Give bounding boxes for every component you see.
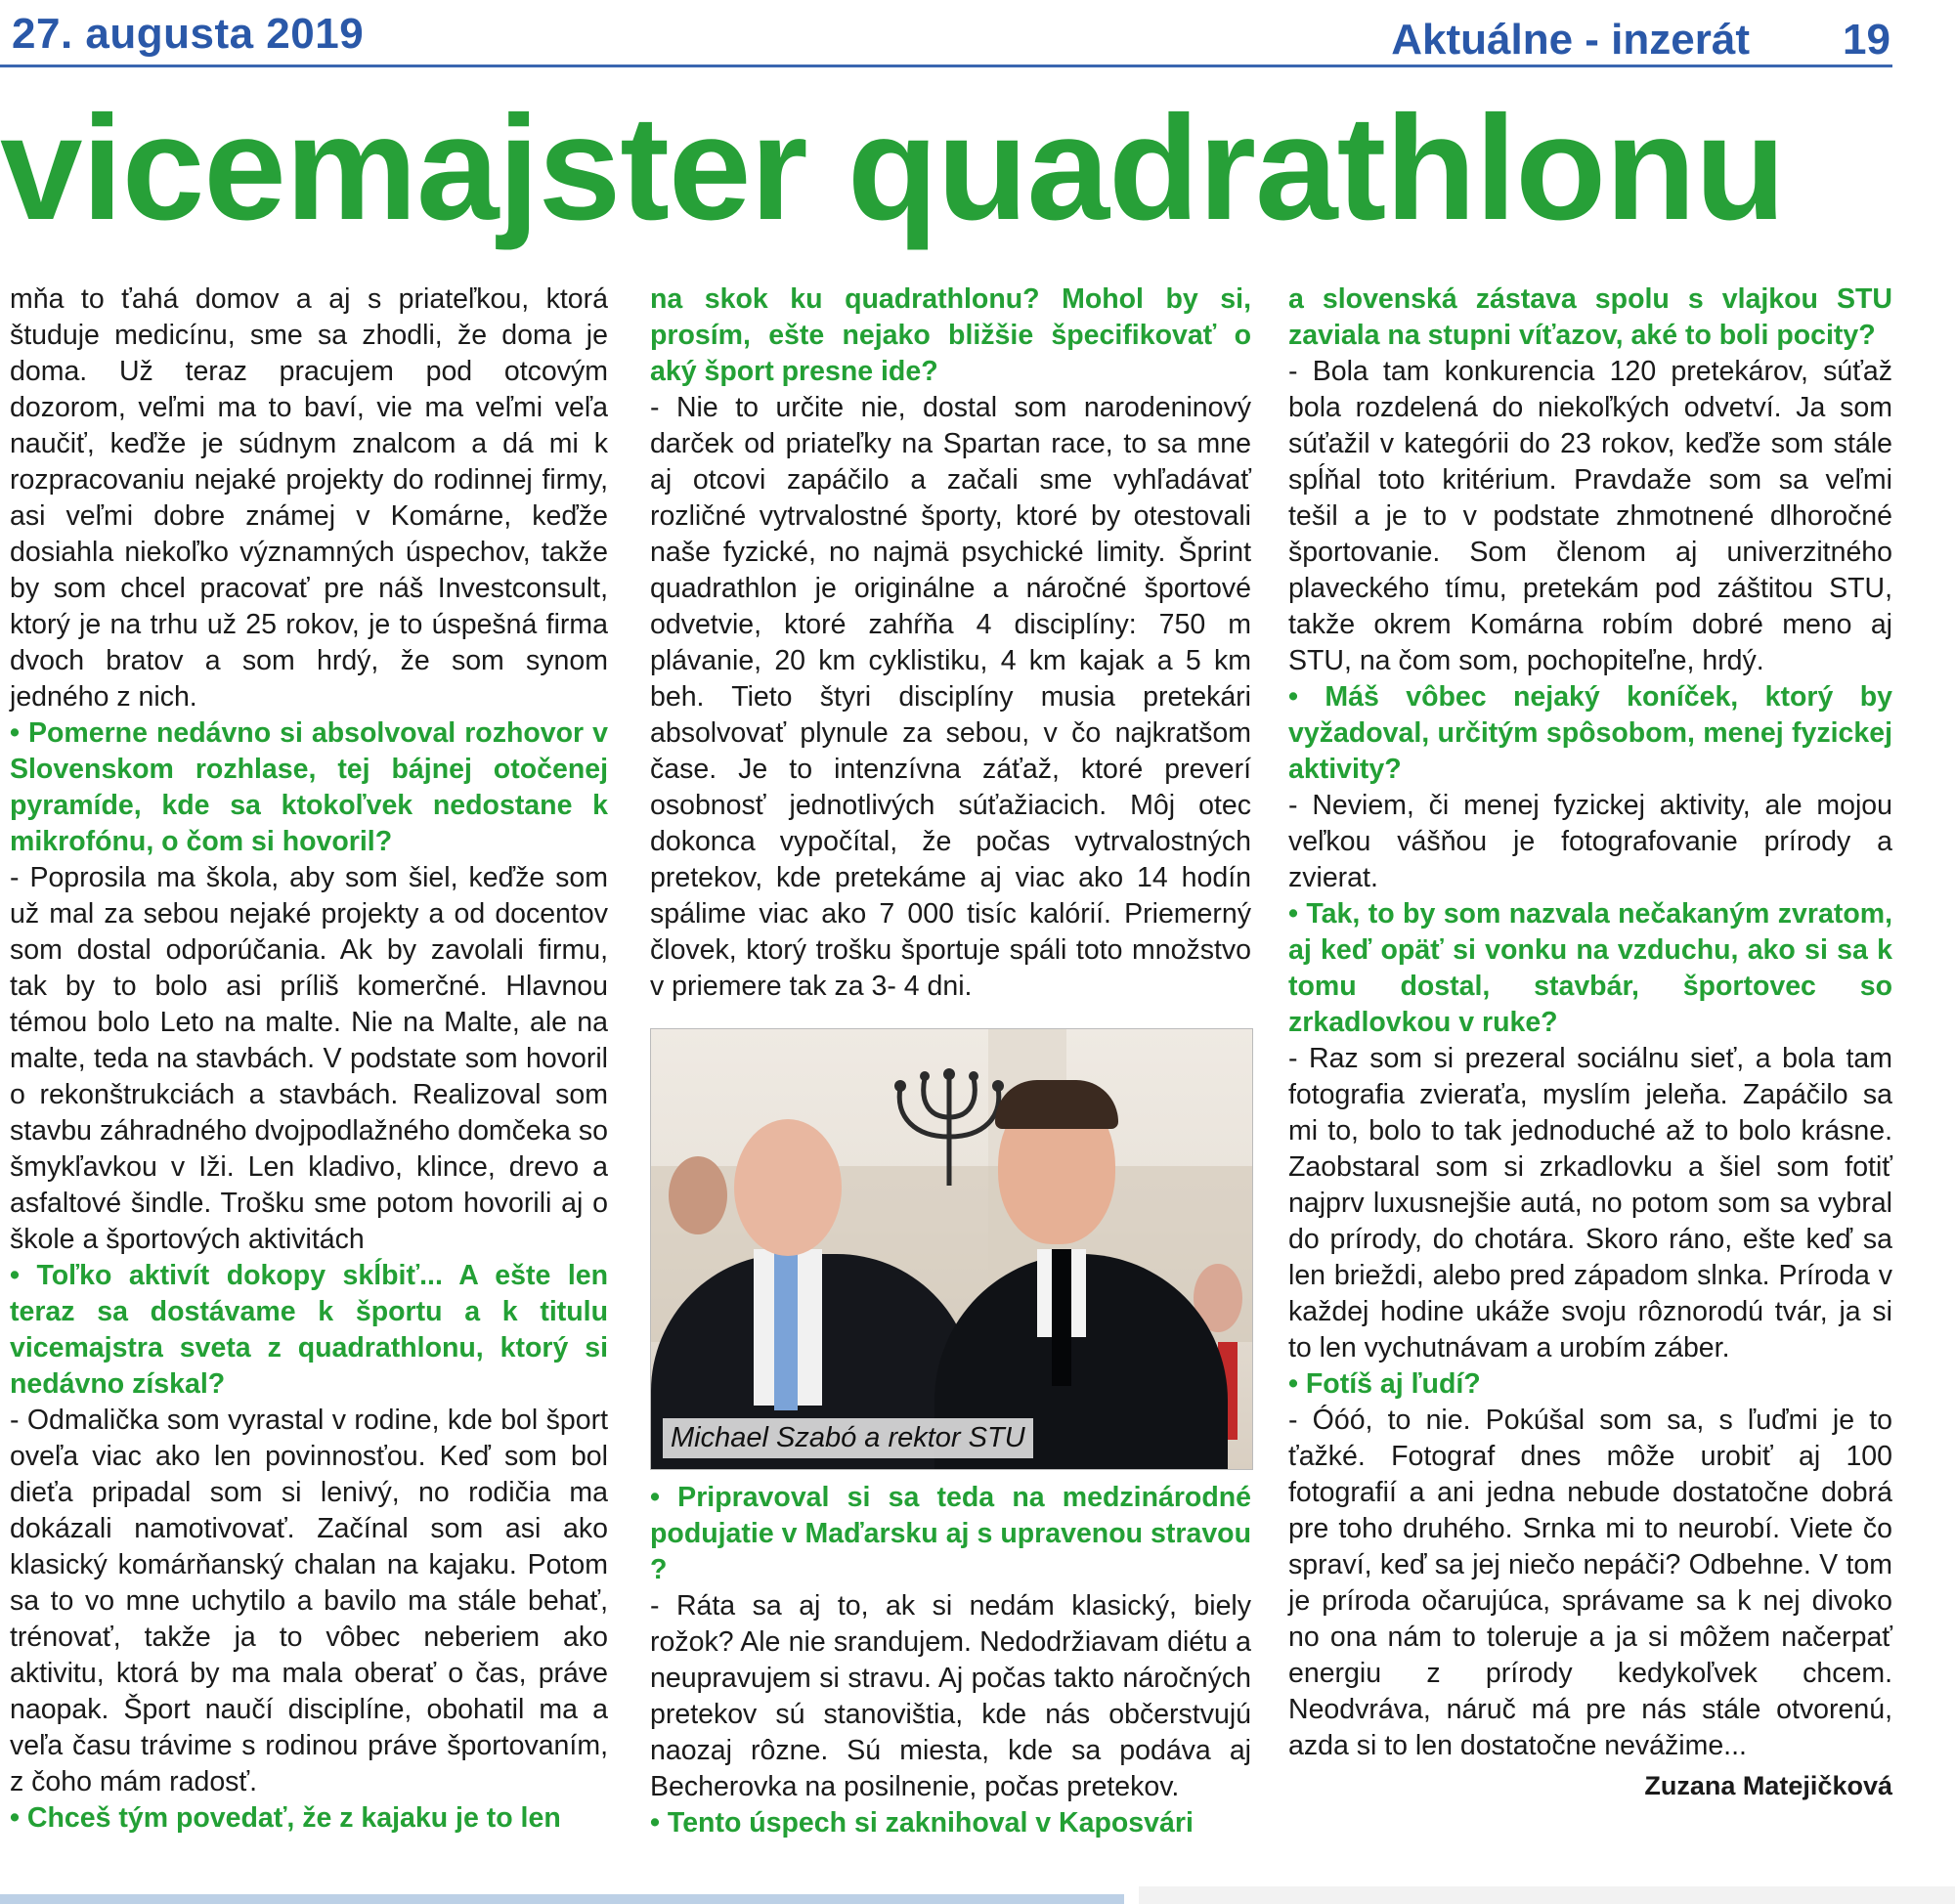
article-column-1 (10, 281, 608, 1837)
bottom-strip (1139, 1886, 1955, 1904)
issue-date: 27. augusta 2019 (12, 10, 365, 58)
body-paragraph: - Ráta sa aj to, ak si nedám klasický, biely rožok? Ale nie srandujem. Nedodržiavam diétu a neupravujem si stravu. Aj počas takto náročných pretekov sú stanovištia, kde nás občerstvujú naozaj rôzne. Sú miesta, kde sa podáva aj Becherovka na posilnenie, počas pretekov. (650, 1590, 1251, 1802)
body-paragraph: - Neviem, či menej fyzickej aktivity, ale mojou veľkou vášňou je fotografovanie prírody a zvierat. (1288, 790, 1892, 893)
background-person (669, 1156, 727, 1234)
interview-question: • Pomerne nedávno si absolvoval rozhovor v Slovenskom rozhlase, tej bájnej otočenej pyramíde, kde sa ktokoľvek nedostane k mikrofónu, o čom si hovoril? (10, 717, 608, 857)
interview-question: na skok ku quadrathlonu? Mohol by si, prosím, ešte nejako bližšie špecifikovať o aký šport presne ide? (650, 283, 1251, 387)
article-headline: vicemajster quadrathlonu (0, 85, 1785, 251)
body-paragraph: mňa to ťahá domov a aj s priateľkou, ktorá študuje medicínu, sme sa zhodli, že doma je doma. Už teraz pracujem pod otcovým dozorom, veľmi ma to baví, vie ma veľmi veľa naučiť, keďže je súdnym znalcom a dá mi k rozpracovaniu nejaké projekty do rodinnej firmy, asi veľmi dobre známej v Komárne, keďže dosiahla niekoľko významných úspechov, takže by som chcel pracovať pre náš Investconsult, ktorý je na trhu už 25 rokov, je to úspešná firma dvoch bratov a som hrdý, že som synom jedného z nich. (10, 283, 608, 713)
body-paragraph: - Raz som si prezeral sociálnu sieť, a bola tam fotografia zvieraťa, myslím jeleňa. Zapáčilo sa mi to, bolo to tak jednoduché až to bolo krásne. Zaobstaral som si zrkadlovku a šiel som fotiť najprv luxusnejšie autá, no potom som sa vybral do prírody, do chotára. Skoro ráno, ešte keď sa len brieždi, alebo pred západom slnka. Príroda v každej hodine ukáže svoju rôznorodú tvár, ja si to len vychutnávam a urobím záber. (1288, 1043, 1892, 1363)
interview-question: • Fotíš aj ľudí? (1288, 1368, 1481, 1400)
interview-question: a slovenská zástava spolu s vlajkou STU zaviala na stupni víťazov, aké to boli pocity? (1288, 283, 1892, 351)
athlete-tie (1052, 1249, 1071, 1386)
article-column-2 (650, 281, 1251, 1841)
rector-head (734, 1119, 842, 1256)
section-label: Aktuálne - inzerát (1391, 16, 1750, 64)
photo-caption: Michael Szabó a rektor STU (663, 1418, 1033, 1458)
bottom-strip (0, 1894, 1124, 1904)
interview-question: • Tak, to by som nazvala nečakaným zvratom, aj keď opäť si vonku na vzduchu, ako si sa k tomu dostal, stavbár, športovec so zrkadlovkou v ruke? (1288, 898, 1892, 1038)
body-paragraph: - Óóó, to nie. Pokúšal som sa, s ľuďmi je to ťažké. Fotograf dnes môže urobiť aj 100 fotografií a ani jedna nebude dostatočne dobrá pre toho druhého. Srnka mi to neurobí. Viete čo spraví, keď sa jej niečo nepáči? Odbehne. V tom je príroda očarujúca, správame sa k nej divoko no ona nám to toleruje a ja si môžem načerpať energiu z prírody kedykoľvek chcem. Neodvráva, náruč má pre nás stále otvorenú, azda si to len dostatočne nevážime... (1288, 1405, 1892, 1761)
rector-tie (774, 1249, 798, 1410)
page-number: 19 (1843, 16, 1890, 64)
article-photo (650, 1028, 1253, 1470)
body-paragraph: - Nie to určite nie, dostal som narodeninový darček od priateľky na Spartan race, to sa mne aj otcovi zapáčilo a začali sme vyhľadávať rozličné vytrvalostné športy, ktoré by otestovali naše fyzické, no najmä psychické limity. Šprint quadrathlon je originálne a náročné športové odvetvie, ktoré zahŕňa 4 disciplíny: 750 m plávanie, 20 km cyklistiku, 4 km kajak a 5 km beh. Tieto štyri disciplíny musia pretekári absolvovať plynule za sebou, v čo najkratšom čase. Je to intenzívna záťaž, ktoré preverí osobnosť jednotlivých súťažiacich. Môj otec dokonca vypočítal, že počas vytrvalostných pretekov, kde pretekáme aj viac ako 14 hodín spálime viac ako 7 000 tisíc kalórií. Priemerný človek, ktorý trošku športuje spáli toto množstvo v priemere tak za 3- 4 dni. (650, 392, 1251, 1002)
interview-question: • Máš vôbec nejaký koníček, ktorý by vyžadoval, určitým spôsobom, menej fyzickej aktivity? (1288, 681, 1892, 785)
interview-question: • Pripravoval si sa teda na medzinárodné podujatie v Maďarsku aj s upravenou stravou ? (650, 1482, 1251, 1585)
interview-question: • Toľko aktivít dokopy skĺbiť... A ešte len teraz sa dostávame k športu a k titulu vicemajstra sveta z quadrathlonu, ktorý si nedávno získal? (10, 1260, 608, 1400)
interview-question: • Tento úspech si zaknihoval v Kaposvári (650, 1807, 1194, 1839)
interview-question: • Chceš tým povedať, že z kajaku je to len (10, 1802, 561, 1834)
athlete-hair (995, 1080, 1118, 1129)
body-paragraph: - Odmalička som vyrastal v rodine, kde bol šport oveľa viac ako len povinnosťou. Keď som bol dieťa pripadal som si lenivý, no rodičia ma dokázali namotivovať. Začínal som asi ako klasický komárňanský chalan na kajaku. Potom sa to vo mne uchytilo a bavilo ma stále behať, trénovať, takže ja to vôbec neberiem ako aktivitu, ktorá by ma mala oberať o čas, práve naopak. Šport naučí disciplíne, obohatil ma a veľa času trávime s rodinou práve športovaním, z čoho mám radosť. (10, 1405, 608, 1797)
article-author: Zuzana Matejičková (1644, 1771, 1892, 1800)
page-header (0, 0, 1896, 70)
body-paragraph: - Bola tam konkurencia 120 pretekárov, súťaž bola rozdelená do niekoľkých odvetví. Ja som súťažil v kategórii do 23 rokov, keďže som stále spĺňal toto kritérium. Pravdaže som sa veľmi tešil a je to v podstate zhmotnené dlhoročné športovanie. Som členom aj univerzitného plaveckého tímu, pretekám pod záštitou STU, takže okrem Komárna robím dobré meno aj STU, na čom som, pochopiteľne, hrdý. (1288, 356, 1892, 676)
body-paragraph: - Poprosila ma škola, aby som šiel, keďže som už mal za sebou nejaké projekty a od docentov som dostal odporúčania. Ak by zavolali firmu, tak by to bolo asi príliš komerčné. Hlavnou témou bolo Leto na malte. Nie na Malte, ale na malte, teda na stavbách. V podstate som hovoril o rekonštrukciách a stavbách. Realizoval som stavbu záhradného dvojpodlažného domčeka so šmykľavkou v Iži. Len kladivo, klince, drevo a asfaltové šindle. Trošku sme potom hovorili aj o škole a športových aktivitách (10, 862, 608, 1255)
header-rule (0, 65, 1892, 67)
article-column-3 (1288, 281, 1892, 1804)
